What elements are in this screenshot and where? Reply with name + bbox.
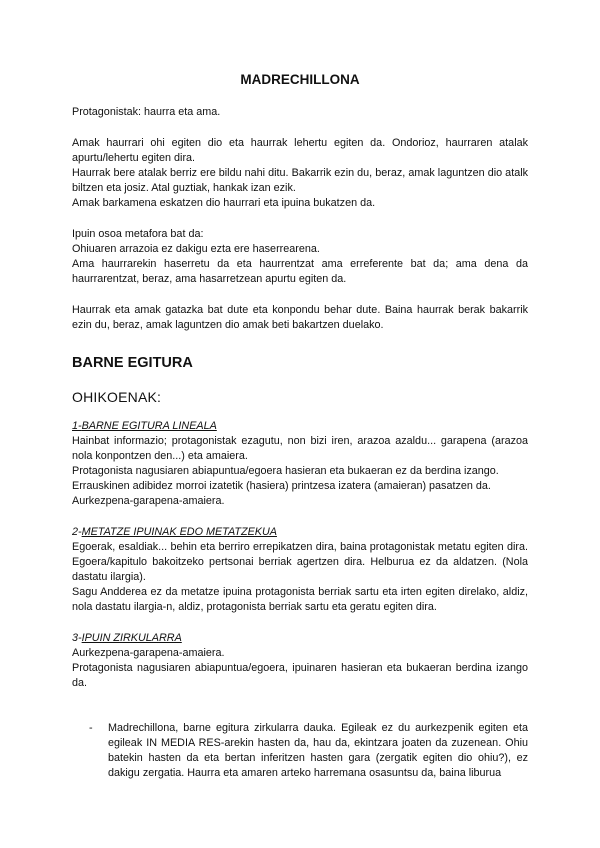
conflict-paragraph: Haurrak eta amak gatazka bat dute eta konpondu behar dute. Baina haurrak berak bakarrik ezin du, beraz, amak laguntzen dio amak beti bakartzen duelako. — [72, 304, 528, 331]
spacer — [72, 615, 528, 631]
subsection-1-line-2: Protagonista nagusiaren abiapuntua/egoera hasieran eta bukaeran ez da berdina izango. — [72, 465, 499, 477]
bullet-list — [72, 721, 528, 781]
subsection-3-heading — [72, 631, 528, 646]
subsection-1-line-3: Errauskinen adibidez morroi izatetik (hasiera) printzesa izatera (amaieran) pasatzen da. — [72, 480, 491, 492]
subsection-number: 2- — [72, 526, 82, 538]
dash-bullet: - — [89, 722, 93, 734]
subsection-title: METATZE IPUINAK EDO METATZEKUA — [81, 526, 277, 538]
metaphor-line-1: Ipuin osoa metafora bat da: — [72, 228, 204, 240]
intro-paragraph-2: Haurrak bere atalak berriz ere bildu nahi ditu. Bakarrik ezin du, beraz, amak laguntzen dio atalk biltzen eta josiz. Atal guztiak, hankak izan ezik. — [72, 167, 528, 194]
subsection-3-line-1: Aurkezpena-garapena-amaiera. — [72, 647, 225, 659]
subsection-number: 3- — [72, 632, 82, 644]
subsection-2-line-1: Egoerak, esaldiak... behin eta berriro errepikatzen dira, baina protagonistak metatu egiten dira. Egoera/kapitulo bakoitzeko pertsonai berriak agertzen dira. Helburua ez da aldatzen. (Nola dastatu ilargia). — [72, 541, 528, 583]
protagonists-line: Protagonistak: haurra eta ama. — [72, 106, 221, 118]
spacer — [72, 287, 528, 303]
intro-paragraph-1: Amak haurrari ohi egiten dio eta haurrak lehertu egiten da. Ondorioz, haurraren atalak apurtu/lehertu egiten dira. — [72, 137, 528, 164]
subsection-3-line-2: Protagonista nagusiaren abiapuntua/egoera, ipuinaren hasieran eta bukaeran berdina izango da. — [72, 662, 528, 689]
subsection-title: BARNE EGITURA LINEALA — [81, 420, 217, 432]
bullet-text: Madrechillona, barne egitura zirkularra dauka. Egileak ez du aurkezpenik egiten eta egileak IN MEDIA RES-arekin hasten da, hau da, ekintzara joaten da zuzenean. Ohiu batekin hasten da eta bertan inferitzen hasten gara (zergatik egiten dio ohiu?), ez dakigu zergatia. Haurra eta amaren arteko harremana osasuntsu da, baina liburua — [108, 722, 528, 779]
metaphor-line-3: Ama haurrarekin haserretu da eta haurrentzat ama erreferente bat da; ama dena da haurrarentzat, beraz, ama hasarretzean apurtu egiten da. — [72, 258, 528, 285]
subsection-1-heading — [72, 419, 528, 434]
spacer — [72, 211, 528, 227]
subsection-title: IPUIN ZIRKULARRA — [81, 632, 182, 644]
subsection-2-heading — [72, 525, 528, 540]
subsection-1-line-4: Aurkezpena-garapena-amaiera. — [72, 495, 225, 507]
section-heading: BARNE EGITURA — [72, 355, 193, 371]
subsection-2-line-2: Sagu Andderea ez da metatze ipuina protagonista berriak sartu eta irten egiten direlako, aldiz, nola dastatu ilargia-n, aldiz, protagonista berriak sartu eta geratu egiten dira. — [72, 586, 528, 613]
spacer — [72, 509, 528, 525]
spacer — [72, 120, 528, 136]
section-subheading: OHIKOENAK: — [72, 389, 162, 405]
list-item — [72, 721, 528, 781]
intro-paragraph-3: Amak barkamena eskatzen dio haurrari eta ipuina bukatzen da. — [72, 197, 376, 209]
subsection-number: 1- — [72, 420, 82, 432]
subsection-1-line-1: Hainbat informazio; protagonistak ezagutu, non bizi iren, arazoa azaldu... garapena (arazoa nola konpontzen den...) eta amaiera. — [72, 435, 528, 462]
document-title: MADRECHILLONA — [240, 72, 360, 87]
spacer — [72, 691, 528, 721]
metaphor-line-2: Ohiuaren arrazoia ez dakigu ezta ere haserrearena. — [72, 243, 320, 255]
